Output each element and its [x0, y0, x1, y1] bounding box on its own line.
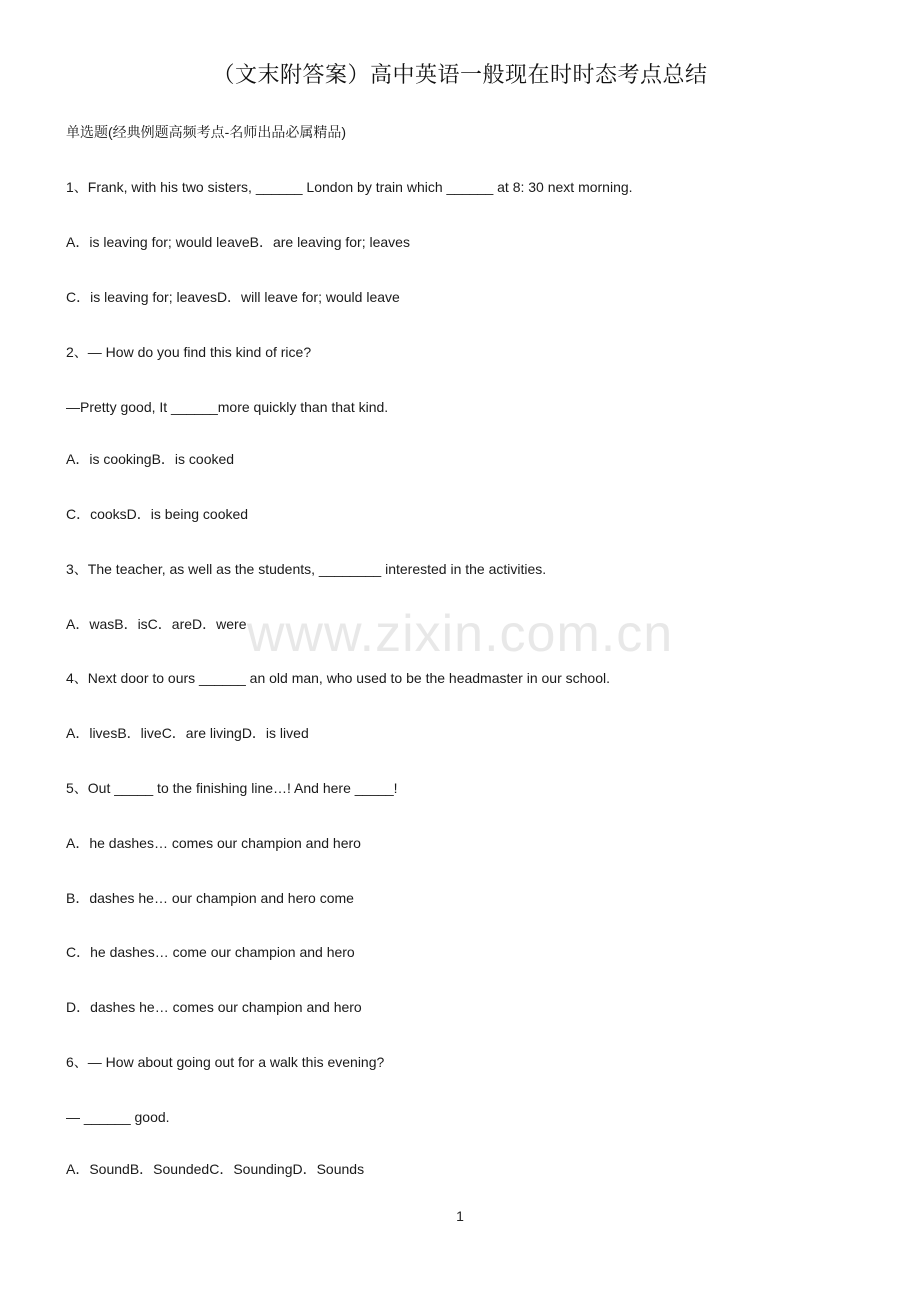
question-5-option-a: A．he dashes… comes our champion and hero	[66, 835, 361, 851]
question-5-option-b: B．dashes he… our champion and hero come	[66, 890, 354, 906]
question-2-options-cd: C．cooksD．is being cooked	[66, 506, 249, 522]
question-6-stem: 6、— How about going out for a walk this evening?	[66, 1054, 385, 1070]
section-header: 单选题(经典例题高频考点-名师出品必属精品)	[66, 124, 346, 140]
question-3-stem: 3、The teacher, as well as the students, ________ interested in the activities.	[66, 561, 547, 577]
question-5-option-d: D．dashes he… comes our champion and hero	[66, 999, 362, 1015]
question-2-stem: 2、— How do you find this kind of rice?	[66, 344, 312, 360]
question-6-reply: — ______ good.	[66, 1109, 170, 1125]
question-3-options: A．wasB．isC．areD．were	[66, 616, 247, 632]
question-5-stem: 5、Out _____ to the finishing line…! And here _____!	[66, 780, 398, 796]
question-2-options-ab: A．is cookingB．is cooked	[66, 451, 235, 467]
question-6-options: A．SoundB．SoundedC．SoundingD．Sounds	[66, 1161, 365, 1177]
watermark: www.zixin.com.cn	[246, 605, 674, 663]
question-4-stem: 4、Next door to ours ______ an old man, who used to be the headmaster in our school.	[66, 670, 611, 686]
question-1-options-ab: A．is leaving for; would leaveB．are leaving for; leaves	[66, 234, 410, 250]
question-4-options: A．livesB．liveC．are livingD．is lived	[66, 725, 309, 741]
question-1-options-cd: C．is leaving for; leavesD．will leave for; would leave	[66, 289, 400, 305]
question-5-option-c: C．he dashes… come our champion and hero	[66, 944, 355, 960]
page-title: （文末附答案）高中英语一般现在时时态考点总结	[212, 62, 708, 87]
page-number: 1	[456, 1208, 464, 1224]
question-1-stem: 1、Frank, with his two sisters, ______ London by train which ______ at 8: 30 next morning.	[66, 179, 633, 195]
question-2-reply: —Pretty good, It ______more quickly than that kind.	[66, 399, 389, 415]
